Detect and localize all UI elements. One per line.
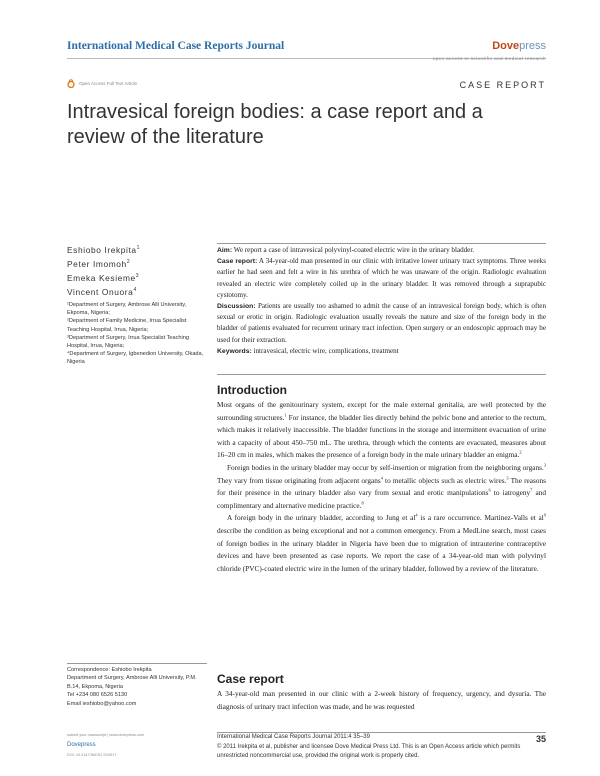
publisher-logo-light: press xyxy=(519,40,546,52)
affiliation: ²Department of Family Medicine, Irrua Specialist Teaching Hospital, Irrua, Nigeria; xyxy=(67,318,187,333)
case-report-heading: Case report xyxy=(217,672,284,686)
affiliation: ⁴Department of Surgery, Igbenedion University, Okada, Nigeria xyxy=(67,351,204,366)
author: Emeka Kesieme$^3$ xyxy=(67,273,140,283)
publisher-logo-bold: Dove xyxy=(492,40,520,52)
page-number: 35 xyxy=(535,734,546,744)
open-access-icon xyxy=(67,79,75,88)
doi: DOI: 10.2147/IMCRJ.S19317 xyxy=(67,753,117,757)
dovepress-footer-logo: Dovepress xyxy=(67,742,96,748)
publisher-tagline: open access to scientific and medical research xyxy=(432,56,546,61)
introduction-body: Most organs of the genitourinary system, except for the male external genitalia, are well protected by the surrounding structures.$^1$ For instance, the bladder lies directly behind the pelvic bone and anterior to the rectum, which makes it relatively inaccessible. The bladder functions in the storage and intermittent evacuation of urine with a capacity of about 450–750 mL. The urethra, through which the contents are evacuated, measures about 16–20 cm in males, which makes the presence of a foreign body in the male urinary bladder an enigma.$^2$ Foreign bodies in the urinary bladder may occur by self-insertion or migration from the neighboring organs.$^3$ They vary from tissue originating from adjacent organs$^4$ to metallic objects such as electric wires.$^3$ The reasons for their presence in the urinary bladder also vary from sexual and erotic manipulations$^6$ to iatrogeny$^7$ and complimentary and alternative medicine practice.$^8$ A foreign body in the urinary bladder, according to Jung et $al^4$ is a rare occurrence. Martinez-Valls et $al^9$ describe the condition as being exceptional and not a common emergency. From a MedLine search, most cases of foreign bodies in the urinary bladder in Nigeria have been due to migration of intrauterine contraceptive devices and have been presented as case reports. We report the case of a 34-year-old man with polyvinyl chloride (PVC)-coated electric wire in the lumen of the urinary bladder, followed by a review of the literature. xyxy=(217,400,546,573)
author: Vincent Onuora$^4$ xyxy=(67,287,137,297)
introduction-heading: Introduction xyxy=(217,383,287,397)
open-access-label: Open Access Full Text Article xyxy=(79,81,137,86)
footer-citation: International Medical Case Reports Journal 2011:4 35–39 xyxy=(217,734,370,740)
abstract-divider-top xyxy=(217,243,546,244)
affiliation: ¹Department of Surgery, Ambrose Alli University, Ekpoma, Nigeria; xyxy=(67,302,187,317)
affiliations xyxy=(67,301,207,367)
author: Eshiobo Irekpita$^1$ xyxy=(67,245,141,255)
author: Peter Imomoh$^2$ xyxy=(67,259,131,269)
copyright-notice: © 2011 Irekpita et al, publisher and licensee Dove Medical Press Ltd. This is an Open Access article which permits unrestricted noncommercial use, provided the original work is properly cited. xyxy=(217,744,521,759)
journal-name: International Medical Case Reports Journal xyxy=(67,40,285,52)
footer-divider xyxy=(217,732,546,733)
case-report-body: A 34-year-old man presented in our clinic with a 2-week history of frequency, urgency, and dysuria. The diagnosis of urinary tract infection was made, and he was requested xyxy=(217,689,546,711)
author-list xyxy=(67,243,140,299)
affiliation: ³Department of Surgery, Irrua Specialist Teaching Hospital, Irrua, Nigeria; xyxy=(67,334,189,350)
abstract-divider-bottom xyxy=(217,374,546,375)
correspondence: Correspondence: Eshiobo Irekpita Department of Surgery, Ambrose Alli University, P.M. B.14, Ekpoma, Nigeria Tel +234 080 6526 5130 Email ieshiobo@yahoo.com xyxy=(67,667,197,707)
correspondence-divider xyxy=(67,663,207,664)
article-title: Intravesical foreign bodies: a case report and a review of the literature xyxy=(67,101,483,148)
article-type: CASE REPORT xyxy=(459,80,546,90)
abstract: Aim: We report a case of intravesical polyvinyl-coated electric wire in the urinary bladder. Case report: A 34-year-old man presented in our clinic with irritative lower urinary tract symptoms. Three weeks earlier he had seen and felt a wire in his urethra of which he was unaware of the origin. Radiologic evaluation revealed an electric wire completely coiled up in the urinary bladder. It was removed through a suprapubic cystotomy. Discussion: Patients are usually too ashamed to admit the cause of an intravesical foreign body, which is often sexual or erotic in origin. Radiologic evaluation usually reveals the nature and size of the foreign body in the bladder of patients evaluated for recurrent urinary tract infection. Open surgery or an endoscopic approach may be used for their extraction. Keywords: intravesical, electric wire, complications, treatment xyxy=(217,246,547,355)
publisher-logo xyxy=(492,40,546,52)
submit-manuscript-link[interactable]: submit your manuscript | www.dovepress.com xyxy=(67,733,145,737)
